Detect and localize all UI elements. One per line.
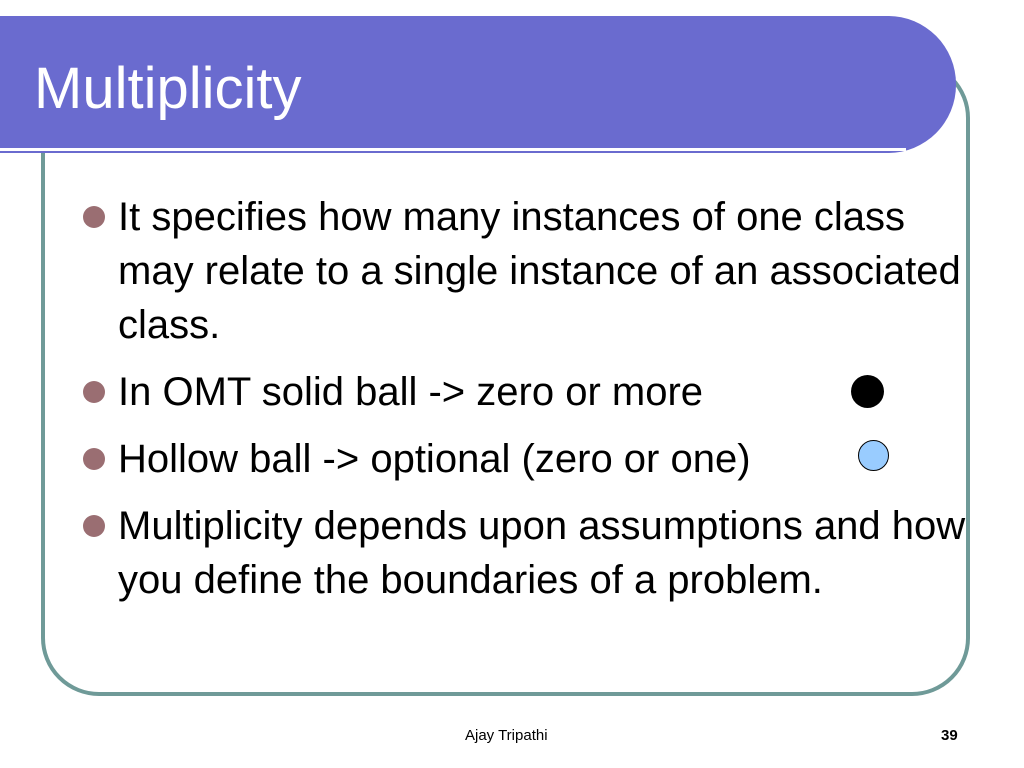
bullet-list bbox=[80, 190, 980, 620]
bullet-text: Multiplicity depends upon assumptions and how you define the boundaries of a problem. bbox=[118, 504, 966, 602]
bullet-item bbox=[80, 190, 980, 352]
bullet-dot-icon bbox=[83, 515, 105, 537]
title-bar bbox=[0, 16, 956, 153]
page-number: 39 bbox=[941, 727, 958, 744]
bullet-text: Hollow ball -> optional (zero or one) bbox=[118, 437, 751, 481]
solid-ball-icon bbox=[851, 375, 884, 408]
bullet-dot-icon bbox=[83, 448, 105, 470]
slide-title: Multiplicity bbox=[34, 56, 302, 121]
bullet-item bbox=[80, 499, 980, 607]
bullet-text: It specifies how many instances of one class may relate to a single instance of an associated class. bbox=[118, 195, 961, 347]
bullet-dot-icon bbox=[83, 381, 105, 403]
bullet-item bbox=[80, 432, 980, 486]
title-underline bbox=[0, 148, 906, 151]
bullet-item bbox=[80, 365, 980, 419]
hollow-ball-icon bbox=[858, 440, 889, 471]
bullet-text: In OMT solid ball -> zero or more bbox=[118, 370, 704, 414]
footer-author: Ajay Tripathi bbox=[465, 727, 548, 744]
bullet-dot-icon bbox=[83, 206, 105, 228]
